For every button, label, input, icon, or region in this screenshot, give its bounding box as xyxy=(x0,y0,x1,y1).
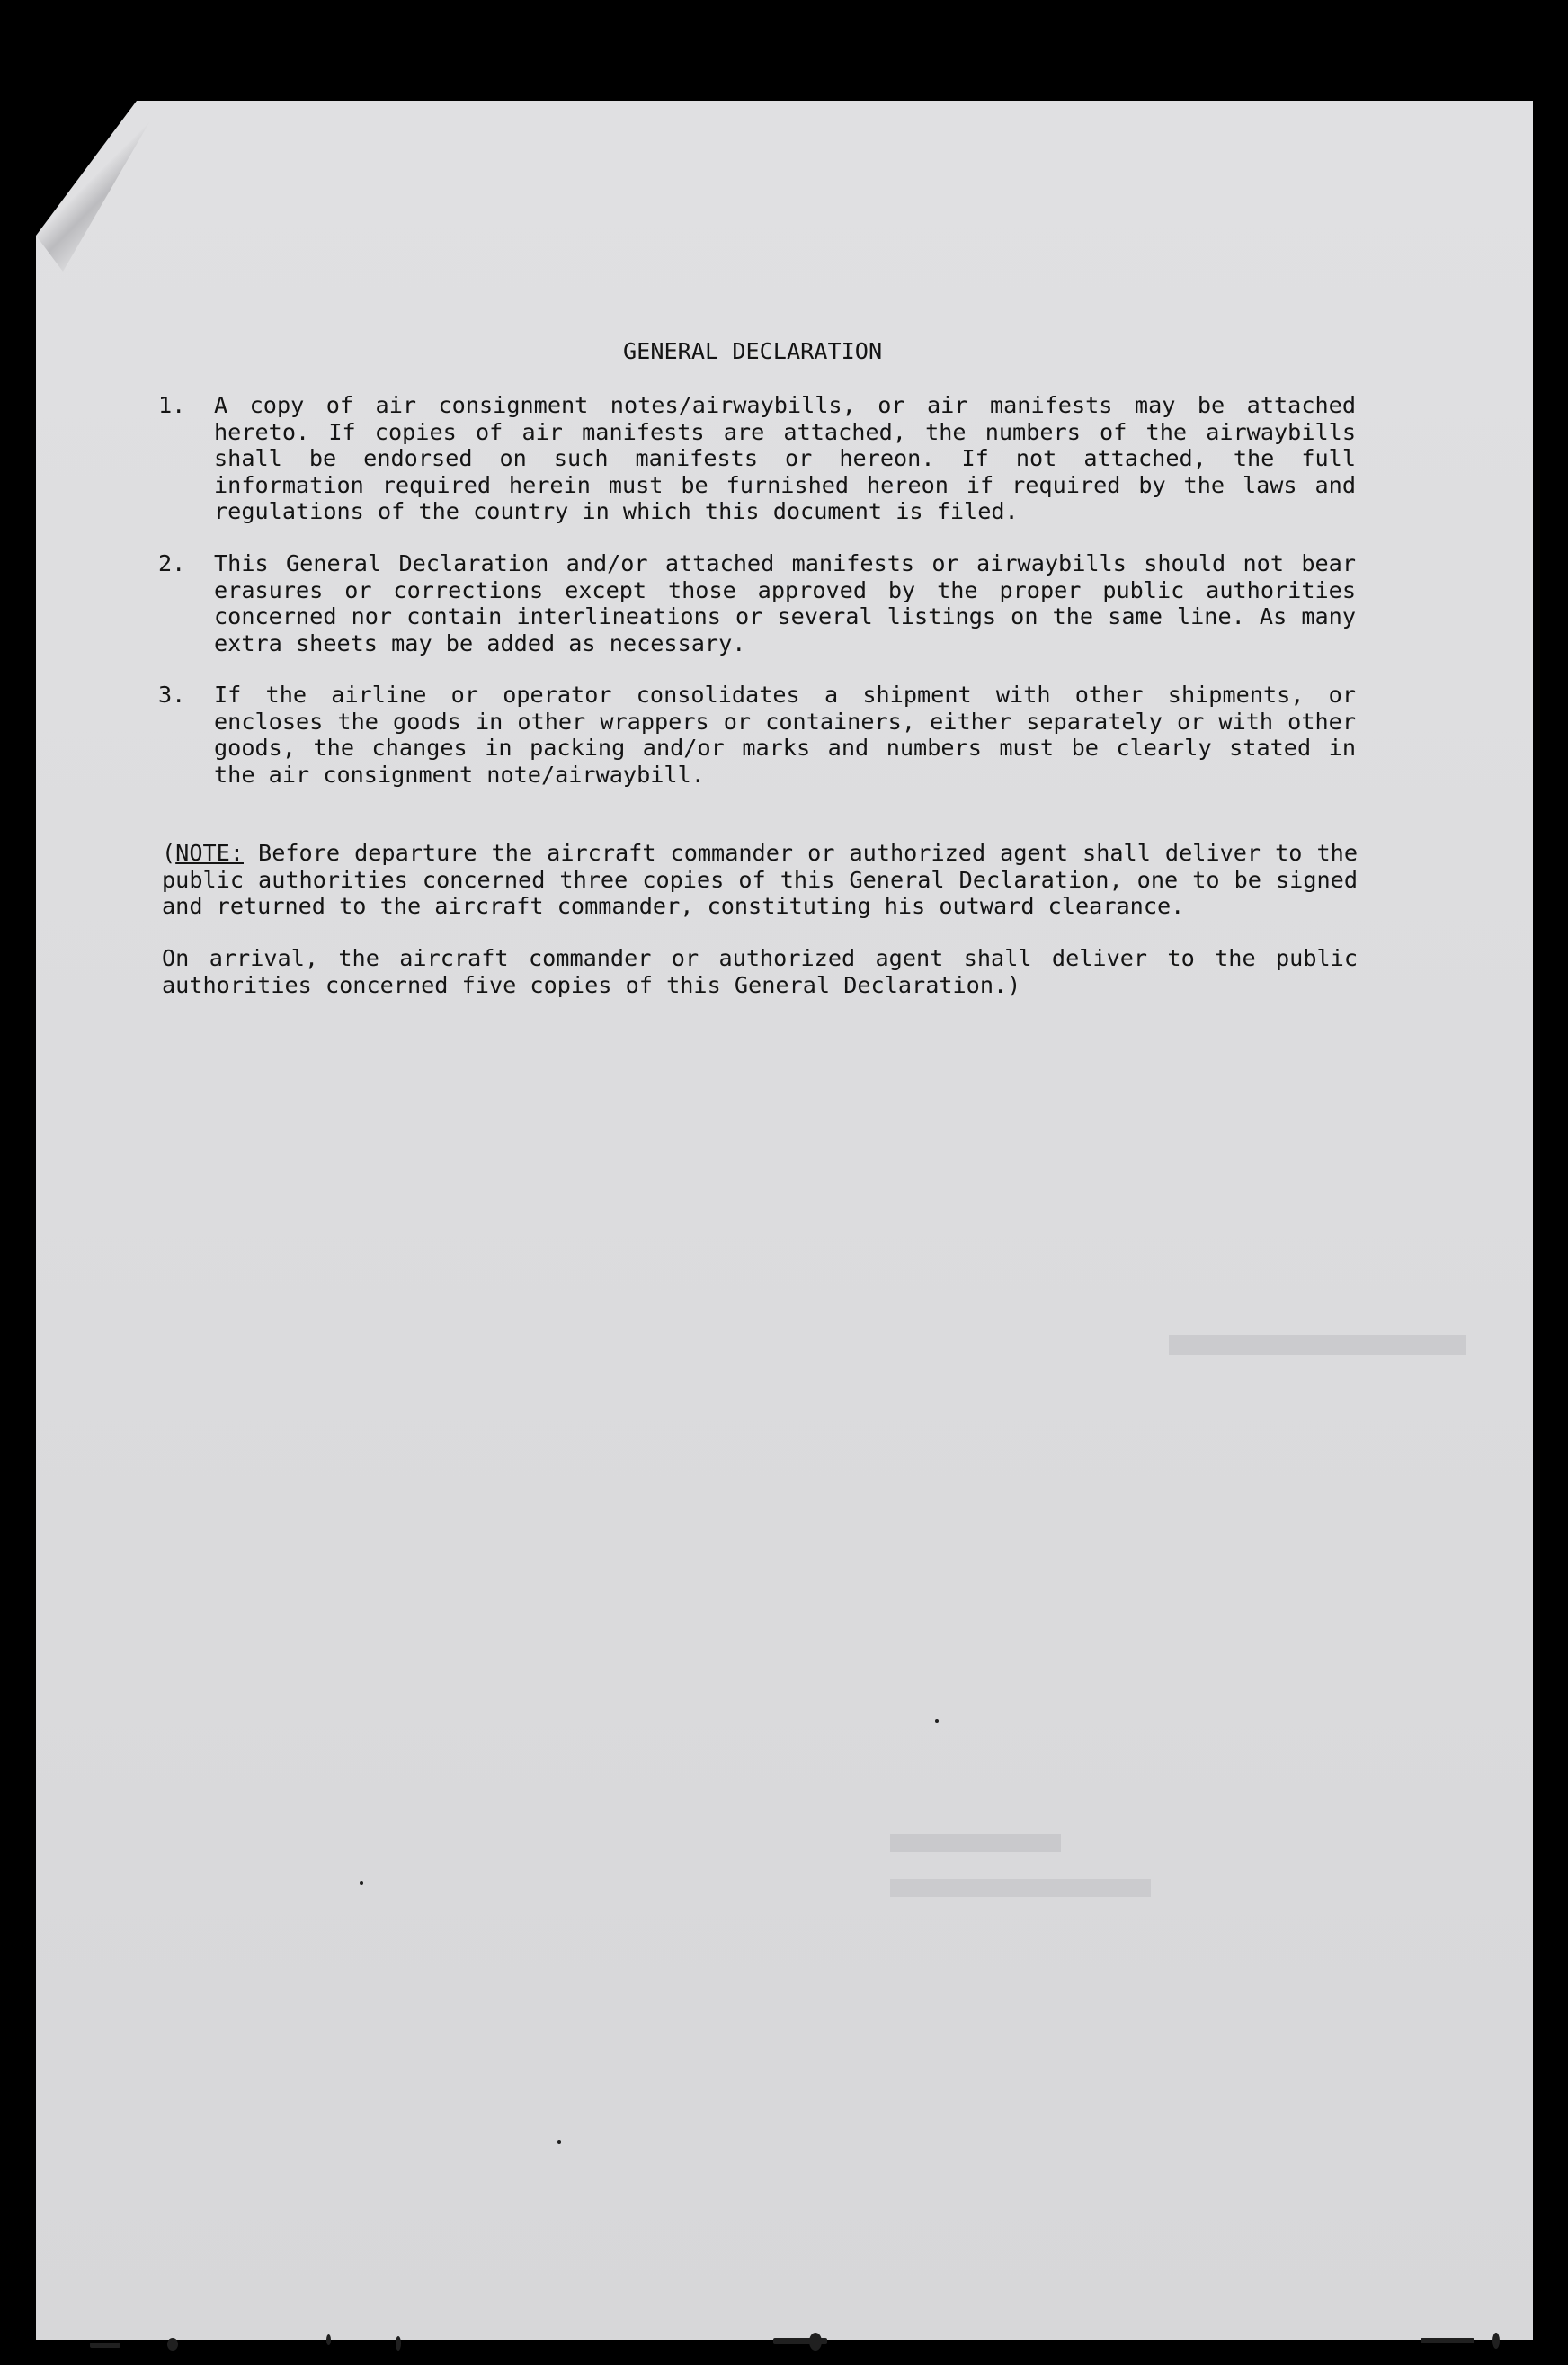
document-title: GENERAL DECLARATION xyxy=(623,338,883,364)
note-open-paren: ( xyxy=(162,840,176,866)
scan-speck xyxy=(396,2336,401,2351)
bleed-through-mark xyxy=(890,1834,1061,1852)
scan-speck xyxy=(1421,2338,1474,2343)
scan-speck xyxy=(167,2338,178,2351)
note-text: Before departure the aircraft commander or authorized agent shall deliver to the public authorities concerned three copies of this General Declaration, one to be signed and returned to the aircraft commander, constituting his outward clearance. xyxy=(162,840,1358,919)
scan-speck xyxy=(360,1881,363,1885)
item-2-number: 2. xyxy=(158,550,186,576)
scan-speck xyxy=(1492,2333,1500,2349)
item-1-text: A copy of air consignment notes/airwaybills, or air manifests may be attached hereto. If copies of air manifests are attached, the numbers of the airwaybills shall be endorsed on such manifests or hereon. If not attached, the full information required herein must be furnished hereon if required by the laws and regulations of the country in which this document is filed. xyxy=(214,392,1356,524)
item-3-number: 3. xyxy=(158,682,186,708)
bleed-through-mark xyxy=(890,1879,1151,1897)
note-label: NOTE: xyxy=(175,840,244,866)
scan-speck xyxy=(326,2334,331,2345)
scan-speck xyxy=(809,2333,822,2351)
item-2-text: This General Declaration and/or attached manifests or airwaybills should not bear erasures or corrections except those approved by the proper public authorities concerned nor contain interlineations or several listings on the same line. As many extra sheets may be added as necessary. xyxy=(214,550,1356,656)
bleed-through-mark xyxy=(1169,1335,1466,1355)
scan-speck xyxy=(90,2343,120,2348)
item-3-text: If the airline or operator consolidates a shipment with other shipments, or encloses the goods in other wrappers or containers, either separately or with other goods, the changes in packing and/or marks and numbers must be clearly stated in the air consignment note/airwaybill. xyxy=(214,682,1356,788)
arrival-paragraph: On arrival, the aircraft commander or authorized agent shall deliver to the public authorities concerned five copies of this General Declaration.) xyxy=(162,945,1358,998)
note-paragraph xyxy=(162,840,1358,920)
scan-speck xyxy=(557,2140,561,2144)
scan-speck xyxy=(935,1719,939,1723)
item-1-number: 1. xyxy=(158,392,186,418)
